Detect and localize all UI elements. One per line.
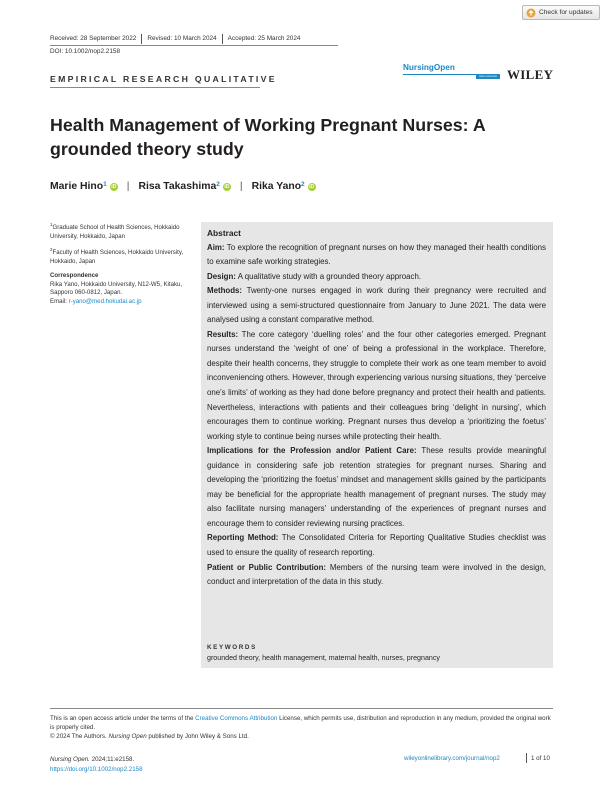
article-dates [50, 35, 300, 45]
page-number: 1 of 10 [531, 755, 550, 762]
license-link[interactable]: Creative Commons Attribution [195, 715, 278, 722]
section-text: Twenty-one nurses engaged in work during their pregnancy were recruited and interviewed using a semi-structured questionnaire from January to June 2021. The data were analysed using a constant comparative method. [207, 286, 546, 325]
keywords-list: grounded theory, health management, maternal health, nurses, pregnancy [207, 654, 440, 662]
abstract-content [207, 226, 546, 590]
section-label: Results: [207, 329, 239, 339]
header-rule [50, 45, 338, 46]
copyright-journal: Nursing Open [108, 733, 147, 741]
section-label: Aim: [207, 242, 225, 252]
copyright-post: published by John Wiley & Sons Ltd. [146, 733, 249, 741]
received-date: Received: 28 September 2022 [50, 35, 137, 42]
author-separator: | [126, 181, 130, 192]
citation-volume: 2024;11:e2158. [89, 756, 135, 763]
section-label: Design: [207, 271, 236, 281]
email-label: Email: [50, 297, 67, 305]
section-text: The core category ‘duelling roles’ and the four other categories emerged. Pregnant nurses understand the ‘weight of one’ of being a professional in the workplace. Therefore, despite their health concerns, they struggle to complete their work as one team member to avoid inconveniencing others. However, through experiencing various nursing situations, they ‘perceive one's limits’ of working as they had done before pregnancy and protect their health and patients. Nevertheless, interactions with patients and their colleagues bring ‘delight in nursing’, which encourages them to continue working. Pregnant nurses thus develop a ‘prioritizing the foetus’ working style to continue being nurses while protecting their health. [207, 329, 546, 441]
check-for-updates-label: Check for updates [539, 9, 593, 16]
date-divider [141, 34, 142, 44]
section-label: Methods: [207, 286, 243, 296]
abstract-section-contribution [207, 561, 546, 590]
footer-rule [50, 708, 553, 709]
abstract-section-design [207, 270, 546, 285]
abstract-heading: Abstract [207, 228, 241, 238]
abstract-section-aim [207, 241, 546, 270]
accepted-date: Accepted: 25 March 2024 [227, 35, 301, 42]
article-type-label: EMPIRICAL RESEARCH QUALITATIVE [50, 74, 277, 84]
affiliation-marker: 2 [50, 246, 53, 252]
journal-site-link[interactable]: wileyonlinelibrary.com/journal/nop2 [404, 755, 500, 762]
copyright-pre: © 2024 The Authors. [50, 733, 109, 741]
affiliation-item [50, 220, 190, 242]
open-access-badge: Open Access [476, 74, 500, 79]
article-title: Health Management of Working Pregnant Nurses: A grounded theory study [50, 115, 486, 159]
email-link[interactable]: r-yano@med.hokudai.ac.jp [68, 297, 142, 305]
section-label: Implications for the Profession and/or Patient Care: [207, 446, 417, 456]
license-post: License, which permits use, distribution and reproduction in any medium, provided the original work is properly cited. [50, 715, 551, 732]
revised-date: Revised: 10 March 2024 [147, 35, 217, 42]
orcid-icon[interactable]: iD [111, 183, 117, 190]
correspondence-address: Rika Yano, Hokkaido University, N12-W5, Kitaku, Sapporo 060-0812, Japan. [50, 280, 183, 297]
orcid-icon[interactable]: iD [224, 183, 230, 190]
author-affiliation-marker[interactable]: 2 [301, 181, 305, 188]
citation-line [50, 755, 143, 765]
section-text: To explore the recognition of pregnant nurses on how they managed their health conditions to examine safe working strategies. [207, 242, 546, 267]
journal-logo-bar [403, 74, 476, 75]
doi-text: DOI: 10.1002/nop2.2158 [50, 48, 120, 55]
journal-logo: NursingOpen [403, 63, 455, 72]
section-text: Members of the nursing team were involved in the design, conduct and interpretation of the data in this study. [207, 562, 546, 587]
section-label: Reporting Method: [207, 533, 279, 543]
author-list [50, 181, 316, 192]
author-separator: | [239, 181, 243, 192]
affiliation-marker: 1 [50, 222, 53, 227]
abstract-section-implications [207, 444, 546, 531]
affiliation-item [50, 245, 190, 267]
keywords-heading: KEYWORDS [207, 644, 257, 651]
correspondence-heading: Correspondence [50, 272, 99, 279]
author-affiliation-marker[interactable]: 2 [216, 181, 220, 188]
citation [50, 755, 143, 775]
publisher-logo: WILEY [507, 67, 554, 82]
license-pre: This is an open access article under the terms of the [50, 715, 196, 722]
article-type-rule [50, 87, 260, 88]
update-badge-icon [526, 8, 536, 18]
section-label: Patient or Public Contribution: [207, 562, 327, 572]
abstract-section-results [207, 328, 546, 444]
author-name[interactable]: Marie Hino [50, 181, 104, 192]
orcid-icon[interactable]: iD [309, 183, 315, 190]
doi-link[interactable]: https://doi.org/10.1002/nop2.2158 [50, 766, 143, 773]
correspondence [50, 272, 190, 306]
author-name[interactable]: Rika Yano [251, 181, 302, 192]
citation-journal: Nursing Open. [50, 756, 90, 763]
section-text: These results provide meaningful guidance in considering safe job retention strategies for pregnant nurses. Sharing and developing the ‘prioritizing the foetus’ mindset and management skills gained by the participants may be beneficial for the appropriate health management of pregnant nurses. The study may also facilitate nursing managers' understanding of the experiences of pregnant nurses and encourage them to consider reviewing nursing practices. [207, 446, 546, 528]
date-divider [222, 34, 223, 44]
affiliation-text: Graduate School of Health Sciences, Hokkaido University, Hokkaido, Japan [50, 224, 180, 241]
affiliation-text: Faculty of Health Sciences, Hokkaido University, Hokkaido, Japan [50, 248, 184, 265]
correspondence-email-line [50, 298, 190, 307]
section-text: A qualitative study with a grounded theory approach. [237, 271, 422, 281]
footer-divider [526, 753, 527, 763]
affiliations [50, 220, 190, 269]
abstract-section-methods [207, 284, 546, 328]
license-text [50, 714, 553, 741]
check-for-updates-button[interactable] [522, 5, 600, 20]
section-text: The Consolidated Criteria for Reporting Qualitative Studies checklist was used to ensure the quality of research reporting. [207, 533, 546, 558]
abstract-section-reporting [207, 531, 546, 560]
author-name[interactable]: Risa Takashima [138, 181, 217, 192]
author-affiliation-marker[interactable]: 1 [103, 181, 107, 188]
